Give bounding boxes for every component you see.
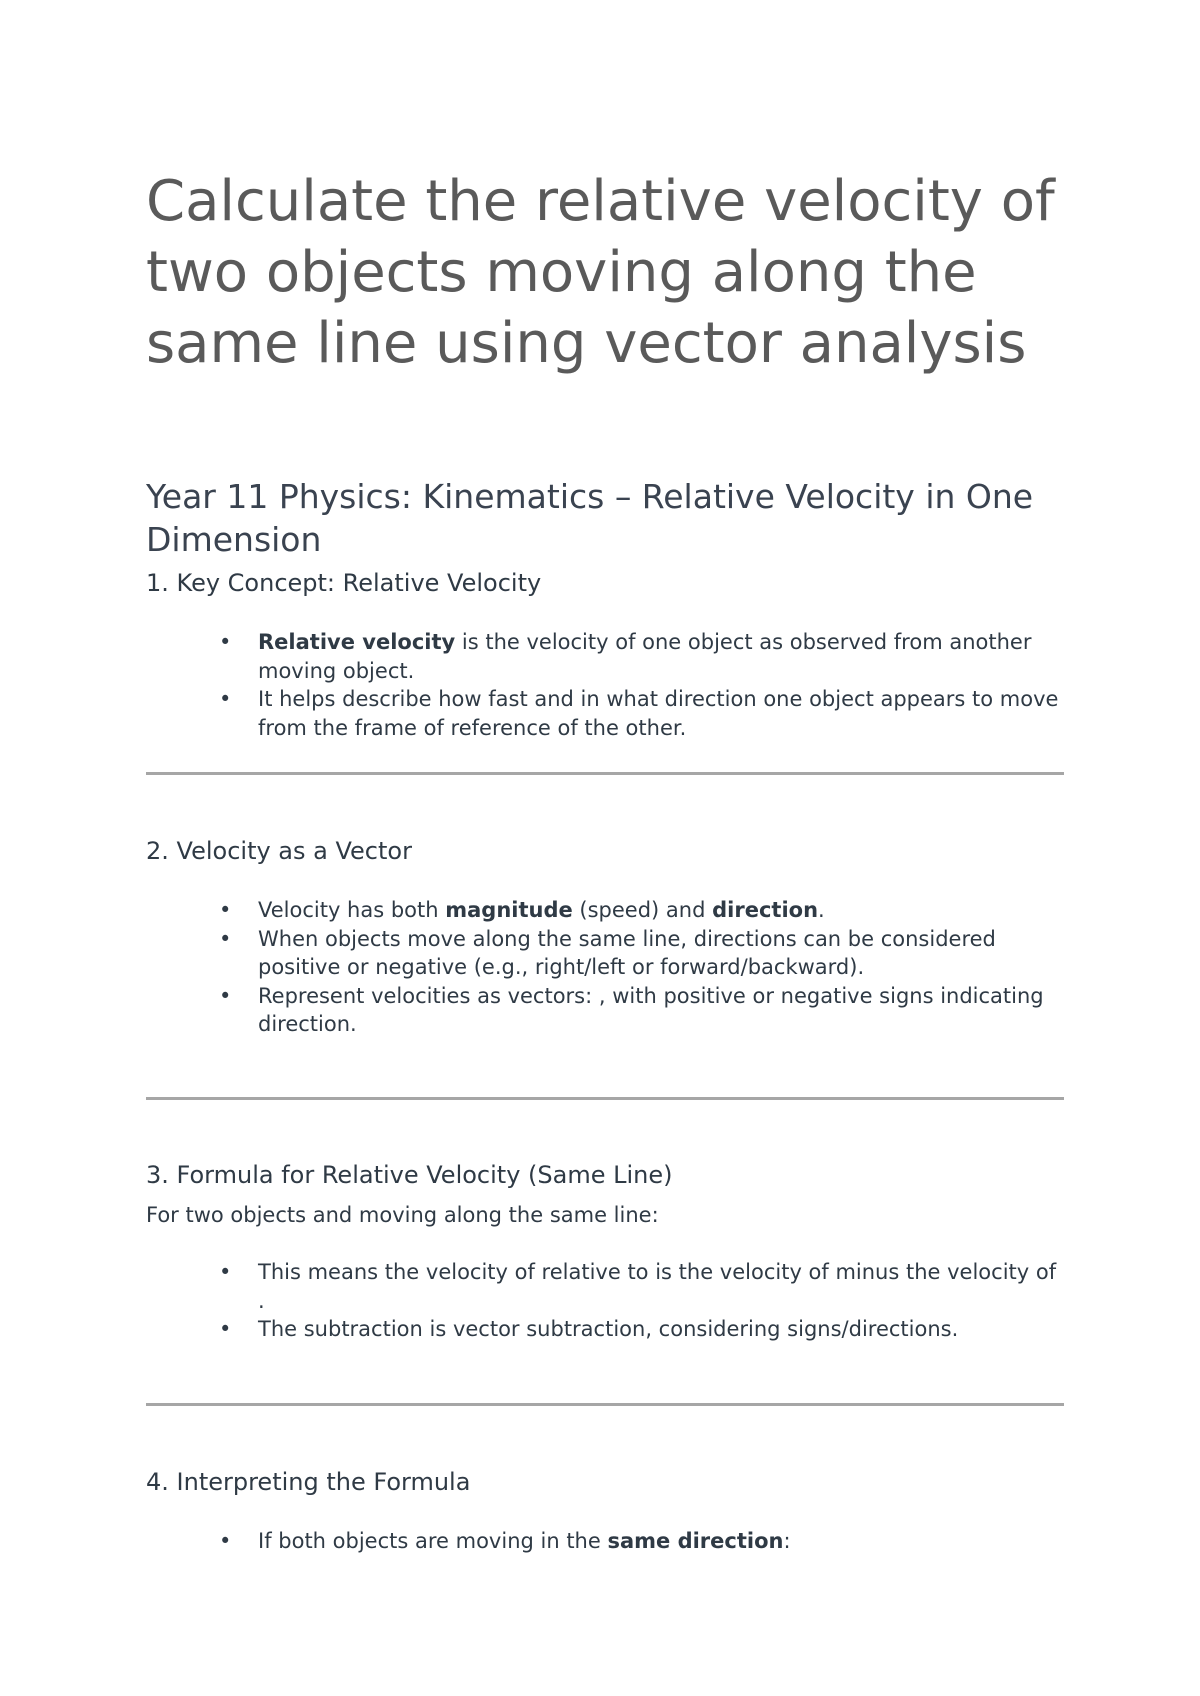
- document-title: Calculate the relative velocity of two objects moving along the same line using vector analysis: [146, 169, 1055, 376]
- section-heading-key-concept: 1. Key Concept: Relative Velocity: [146, 569, 542, 597]
- list-item: [146, 896, 1066, 925]
- list-item: [146, 1527, 1066, 1556]
- list-item-text: Represent velocities as vectors: , with positive or negative signs indicating direction.: [258, 983, 1044, 1036]
- horizontal-rule: [146, 1403, 1064, 1406]
- bullet-dot: •: [219, 1317, 232, 1341]
- section-intro-text: For two objects and moving along the same line:: [146, 1203, 659, 1227]
- section-heading-formula: 3. Formula for Relative Velocity (Same Line): [146, 1161, 673, 1189]
- list-item-text: :: [783, 1529, 791, 1553]
- list-item: [146, 1315, 1066, 1344]
- bullet-dot: •: [219, 1529, 232, 1553]
- bullet-dot: •: [219, 983, 232, 1008]
- list-item: [146, 982, 1066, 1039]
- bullet-list-key-concept: [146, 628, 1066, 742]
- bullet-list-formula: [146, 1258, 1066, 1344]
- bullet-dot: •: [219, 630, 232, 654]
- list-item-text: When objects move along the same line, directions can be considered positive or negative (e.g., right/left or forward/backward).: [258, 926, 996, 979]
- list-item: [146, 1258, 1066, 1315]
- bullet-dot: •: [219, 687, 232, 711]
- section-heading-velocity-vector: 2. Velocity as a Vector: [146, 837, 412, 865]
- bold-term: direction: [712, 898, 819, 922]
- bullet-list-interpreting: [146, 1527, 1066, 1556]
- list-item-text: If both objects are moving in the: [258, 1529, 608, 1553]
- list-item-text: The subtraction is vector subtraction, considering signs/directions.: [258, 1317, 959, 1341]
- list-item: [146, 628, 1066, 685]
- document-subtitle: Year 11 Physics: Kinematics – Relative Velocity in One Dimension: [146, 477, 1034, 559]
- bold-term: same direction: [607, 1529, 784, 1553]
- section-heading-interpreting: 4. Interpreting the Formula: [146, 1468, 471, 1496]
- list-item-text: is the velocity of one object as observed from another moving object.: [258, 630, 1032, 683]
- list-item-text: .: [818, 898, 825, 922]
- bullet-dot: •: [219, 926, 232, 951]
- horizontal-rule: [146, 1097, 1064, 1100]
- bold-term: Relative velocity: [258, 630, 456, 654]
- list-item-text: (speed) and: [572, 898, 713, 922]
- horizontal-rule: [146, 772, 1064, 775]
- list-item-text: This means the velocity of relative to is the velocity of minus the velocity of .: [258, 1260, 1057, 1313]
- list-item: [146, 685, 1066, 742]
- bullet-list-velocity-vector: [146, 896, 1066, 1039]
- list-item-text: Velocity has both: [258, 898, 446, 922]
- bullet-dot: •: [219, 898, 232, 922]
- bullet-dot: •: [219, 1260, 232, 1284]
- bold-term: magnitude: [445, 898, 573, 922]
- list-item-text: It helps describe how fast and in what direction one object appears to move from the frame of reference of the other.: [258, 687, 1059, 740]
- list-item: [146, 925, 1066, 982]
